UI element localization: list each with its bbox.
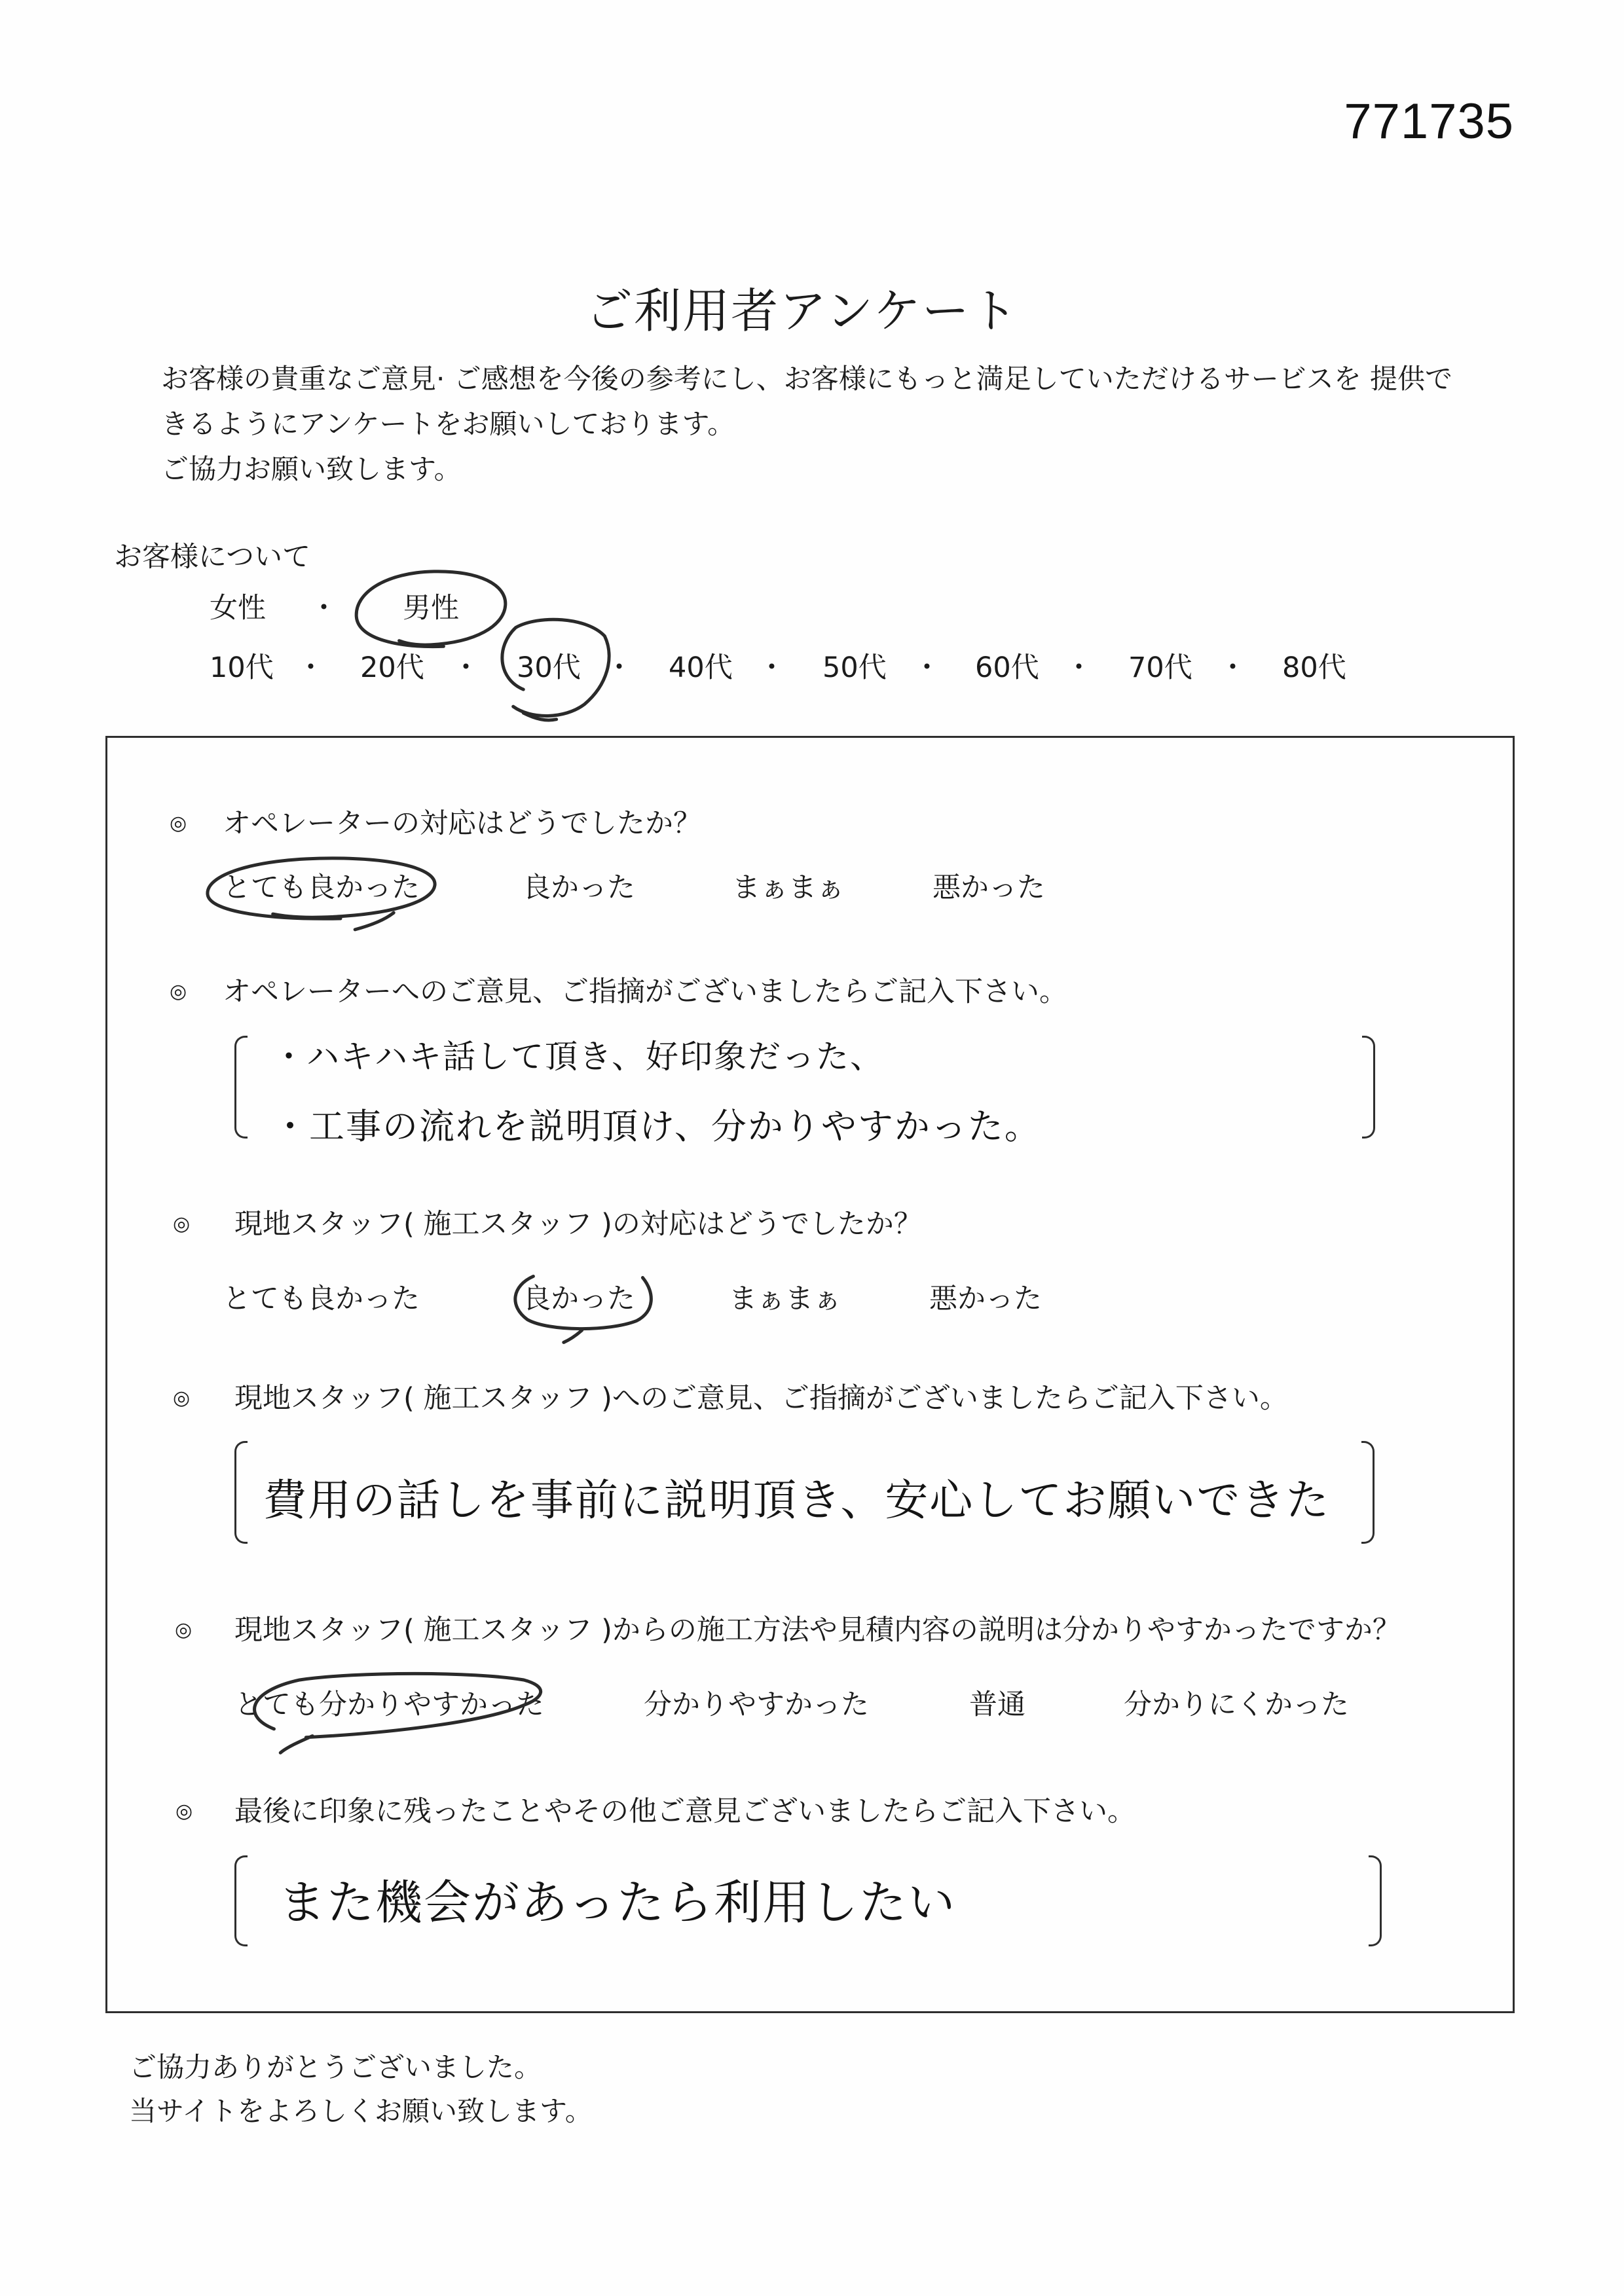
question-4	[107, 1383, 1509, 1554]
question-6	[107, 1796, 1509, 1954]
gender-options	[0, 593, 1572, 626]
question-2	[107, 977, 1509, 1147]
answer-option: 悪かった	[932, 871, 1045, 904]
answer-option: 良かった	[523, 1283, 635, 1315]
question-1	[107, 809, 1509, 913]
page-title: ご利用者アンケート	[585, 283, 1019, 338]
gender-option: 男性	[403, 592, 459, 625]
option-separator: ・	[310, 592, 338, 625]
option-separator: ・	[605, 651, 633, 684]
question-bullet: ◎	[175, 1800, 193, 1823]
question-bullet: ◎	[173, 1212, 191, 1235]
form-id-number: 771735	[1344, 94, 1514, 149]
question-bullet: ◎	[173, 1387, 191, 1410]
question-text: オペレーターの対応はどうでしたか？	[223, 807, 701, 840]
age-option: 60代	[975, 651, 1039, 684]
answer-option: とても良かった	[223, 871, 420, 904]
question-3	[107, 1209, 1509, 1321]
intro-line: きるようにアンケートをお願いしております。	[161, 408, 735, 440]
option-separator: ・	[452, 651, 480, 684]
age-option: 20代	[360, 651, 424, 684]
left-bracket	[234, 1036, 248, 1139]
age-option: 70代	[1128, 651, 1192, 684]
closing-line: ご協力ありがとうございました。	[129, 2051, 542, 2083]
right-bracket	[1361, 1441, 1375, 1544]
right-bracket	[1369, 1855, 1382, 1946]
answer-options	[107, 873, 1509, 905]
right-bracket	[1362, 1036, 1375, 1139]
age-option: 30代	[517, 651, 581, 684]
question-text: オペレーターへのご意見、ご指摘がございましたらご記入下さい。	[223, 975, 1067, 1008]
question-5	[107, 1615, 1509, 1726]
handwritten-answer-line: ・工事の流れを説明頂け、分かりやすかった。	[272, 1106, 1041, 1147]
answer-options	[107, 1690, 1509, 1722]
answer-option: 悪かった	[929, 1283, 1042, 1315]
question-bullet: ◎	[170, 980, 187, 1003]
age-option: 80代	[1282, 651, 1346, 684]
answer-option: 分かりにくかった	[1124, 1688, 1349, 1721]
option-separator: ・	[297, 651, 325, 684]
handwritten-answer-line: また機会があったら利用したい	[278, 1875, 957, 1930]
answer-option: とても良かった	[223, 1283, 420, 1315]
question-text: 現地スタッフ( 施工スタッフ )の対応はどうでしたか？	[234, 1208, 922, 1241]
answer-option: まぁまぁ	[732, 871, 845, 904]
question-text: 現地スタッフ( 施工スタッフ )からの施工方法や見積内容の説明は分かりやすかったですか？	[234, 1614, 1401, 1647]
answer-options	[107, 1284, 1509, 1317]
age-option: 50代	[822, 651, 887, 684]
handwritten-answer-line: ・ハキハキ話して頂き、好印象だった、	[272, 1038, 884, 1076]
answer-option: まぁまぁ	[729, 1283, 841, 1315]
option-separator: ・	[1219, 651, 1247, 684]
question-text: 最後に印象に残ったことやその他ご意見ございましたらご記入下さい。	[234, 1795, 1135, 1828]
answer-option: 分かりやすかった	[644, 1688, 869, 1721]
respondent-heading: お客様について	[114, 541, 311, 574]
question-bullet: ◎	[170, 812, 187, 835]
question-bullet: ◎	[175, 1618, 193, 1641]
closing-line: 当サイトをよろしくお願い致します。	[129, 2095, 593, 2127]
left-bracket	[234, 1441, 248, 1544]
age-option: 10代	[210, 651, 274, 684]
age-option: 40代	[669, 651, 733, 684]
age-options	[0, 653, 1572, 685]
gender-option: 女性	[210, 592, 266, 625]
answer-option: 良かった	[523, 871, 635, 904]
handwritten-answer-line: 費用の話しを事前に説明頂き、安心してお願いできた	[263, 1475, 1331, 1525]
answer-option: とても分かりやすかった	[234, 1688, 544, 1721]
option-separator: ・	[1065, 651, 1093, 684]
answer-option: 普通	[969, 1688, 1025, 1721]
option-separator: ・	[913, 651, 941, 684]
question-text: 現地スタッフ( 施工スタッフ )へのご意見、ご指摘がございましたらご記入下さい。	[234, 1382, 1288, 1415]
intro-line: お客様の貴重なご意見· ご感想を今後の参考にし、お客様にもっと満足していただけるサービスを 提供で	[161, 363, 1453, 395]
intro-line: ご協力お願い致します。	[161, 453, 462, 485]
questions-box	[105, 736, 1515, 2013]
option-separator: ・	[758, 651, 786, 684]
left-bracket	[234, 1855, 248, 1946]
